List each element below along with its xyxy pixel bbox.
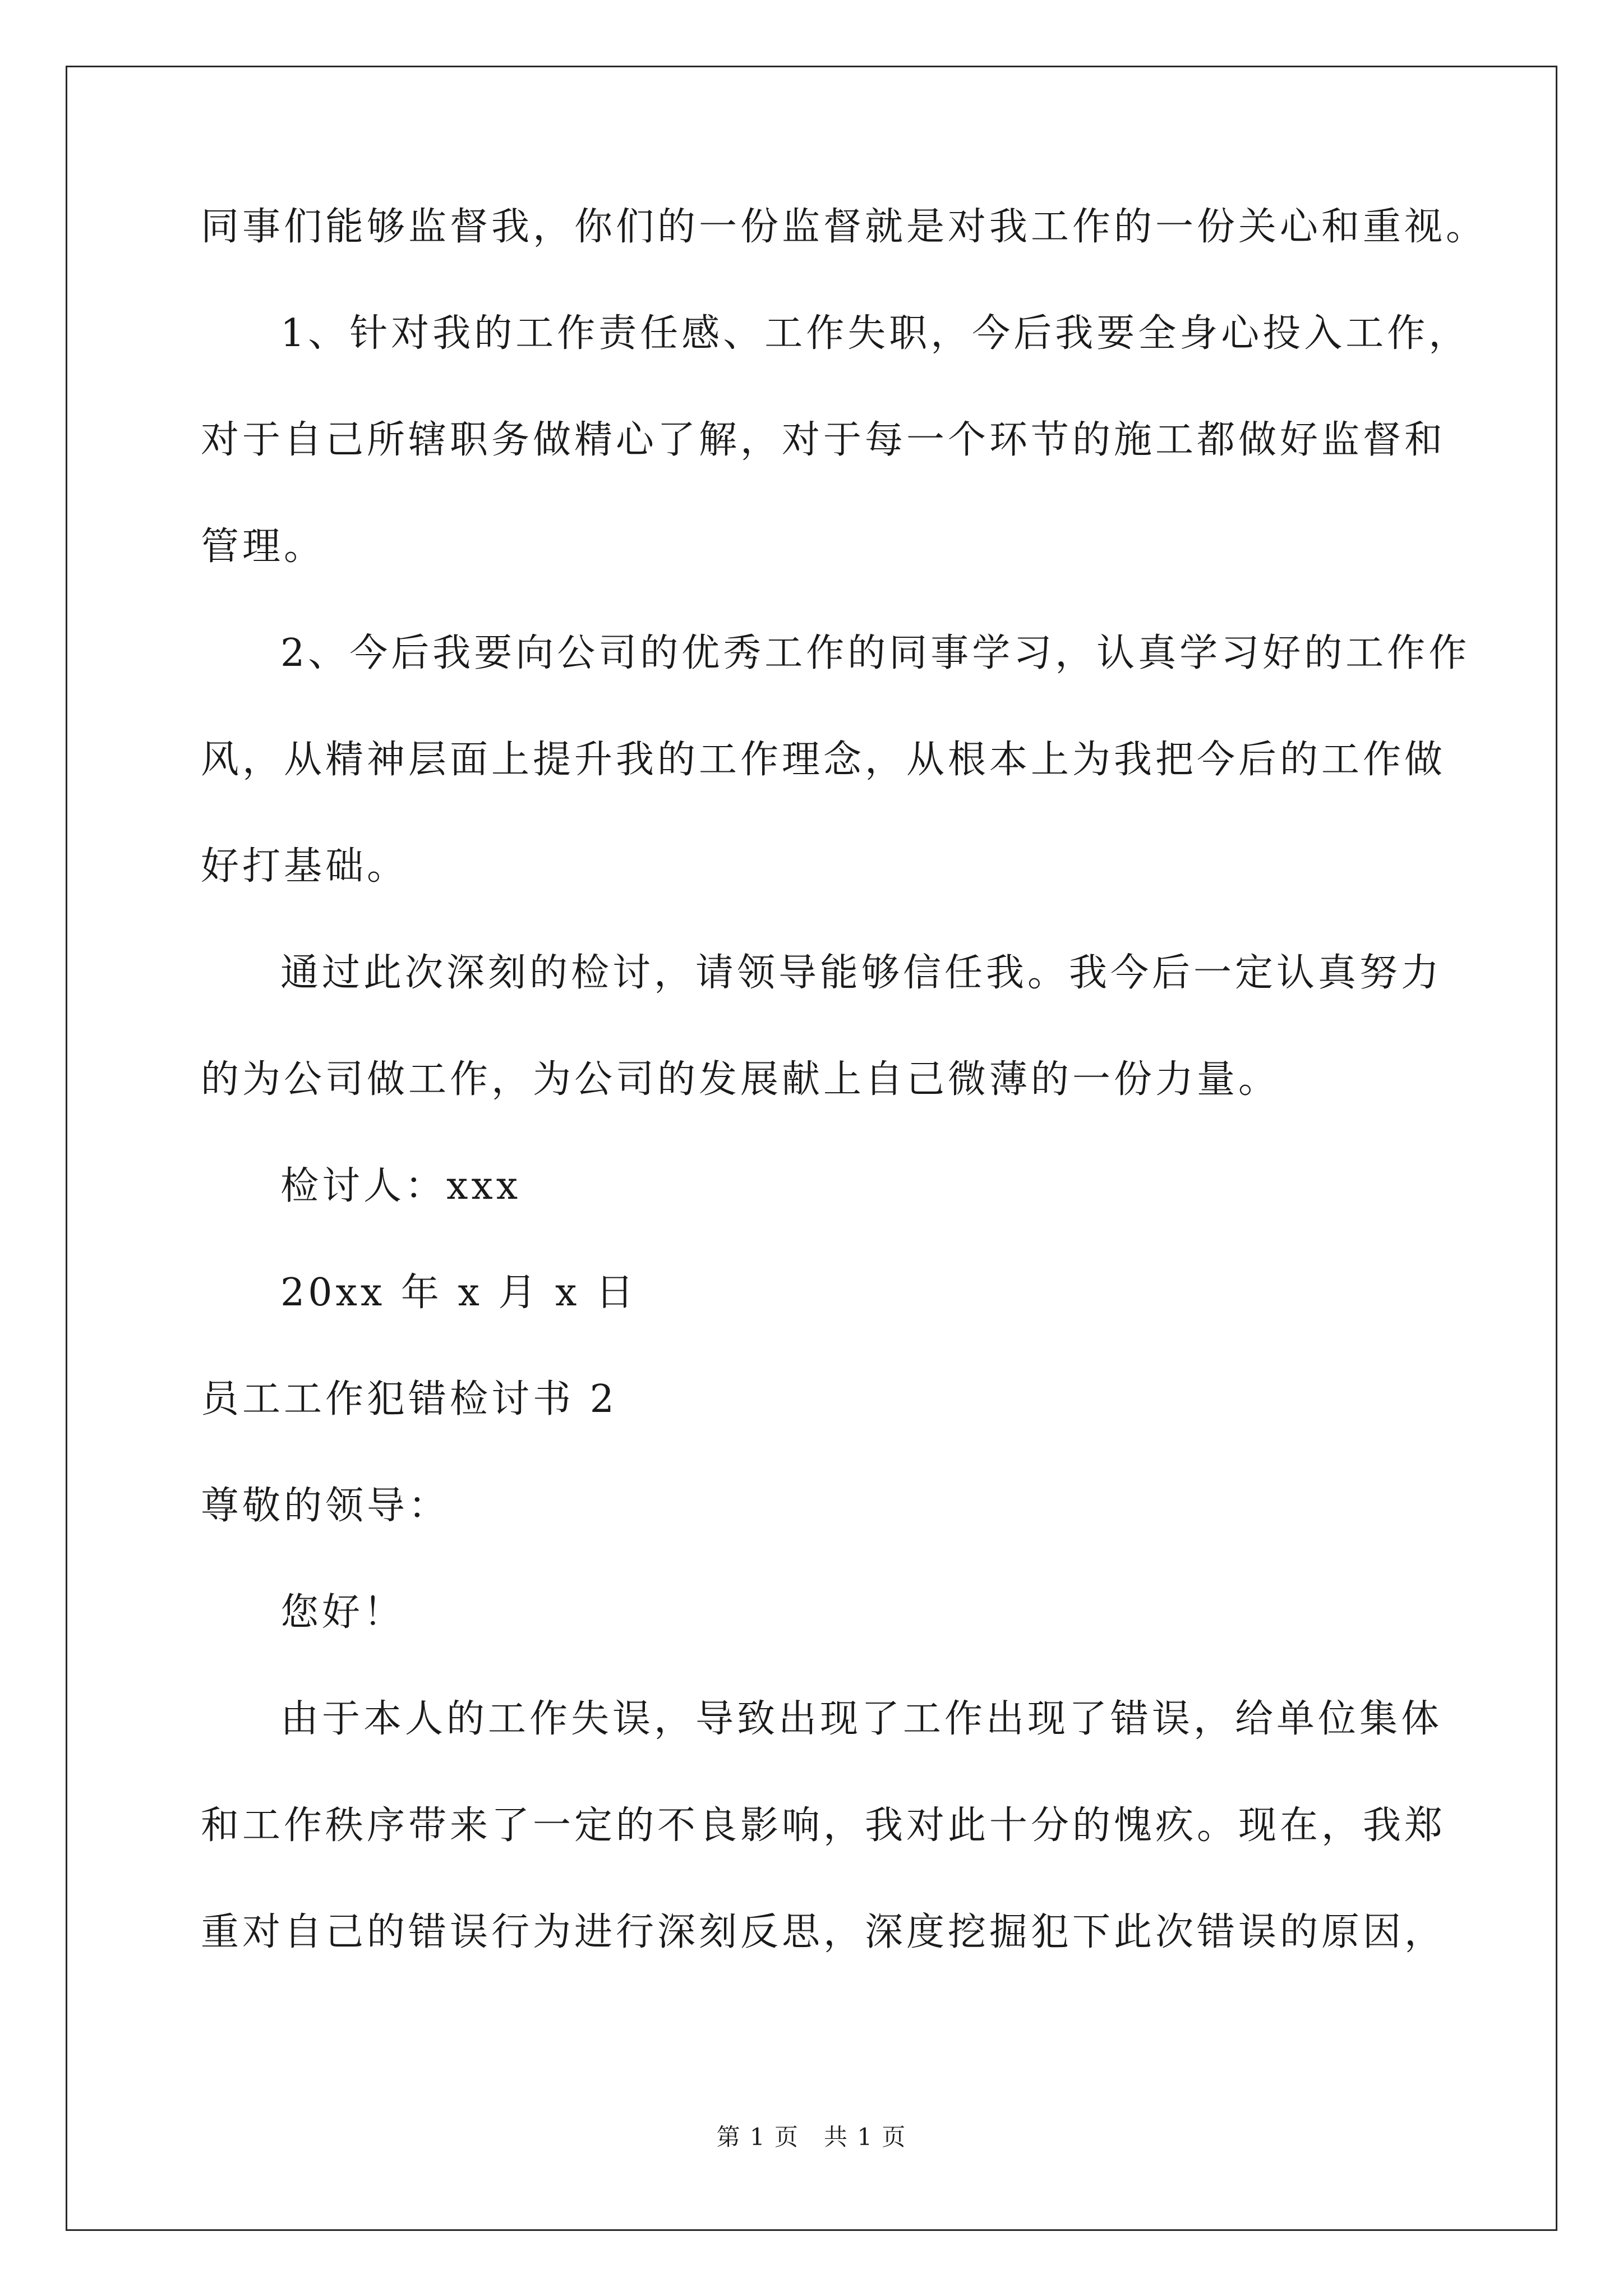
text-line: 对于自己所辖职务做精心了解，对于每一个环节的施工都做好监督和 (201, 418, 1446, 462)
page-number: 第 1 页 共 1 页 (716, 2123, 907, 2151)
text-line: 好打基础。 (201, 844, 409, 889)
text-line: 2、今后我要向公司的优秀工作的同事学习，认真学习好的工作作 (280, 631, 1470, 675)
greeting: 您好！ (280, 1590, 405, 1635)
date-line: 20xx 年 x 月 x 日 (280, 1271, 638, 1315)
text-line: 风，从精神层面上提升我的工作理念，从根本上为我把今后的工作做 (201, 738, 1446, 782)
text-line: 的为公司做工作，为公司的发展献上自己微薄的一份力量。 (201, 1057, 1280, 1102)
section-title: 员工工作犯错检讨书 2 (201, 1377, 617, 1421)
text-line: 重对自己的错误行为进行深刻反思，深度挖掘犯下此次错误的原因， (201, 1910, 1446, 1954)
text-line: 和工作秩序带来了一定的不良影响，我对此十分的愧疚。现在，我郑 (201, 1803, 1446, 1848)
page-border (66, 66, 1557, 2231)
text-line: 1、针对我的工作责任感、工作失职，今后我要全身心投入工作， (280, 311, 1470, 356)
text-line: 通过此次深刻的检讨，请领导能够信任我。我今后一定认真努力 (280, 951, 1443, 995)
text-line: 同事们能够监督我，你们的一份监督就是对我工作的一份关心和重视。 (201, 205, 1488, 249)
text-line: 管理。 (201, 524, 326, 569)
text-line: 由于本人的工作失误，导致出现了工作出现了错误，给单位集体 (280, 1697, 1443, 1741)
salutation: 尊敬的领导： (201, 1484, 450, 1528)
signature-line: 检讨人：xxx (280, 1164, 522, 1208)
